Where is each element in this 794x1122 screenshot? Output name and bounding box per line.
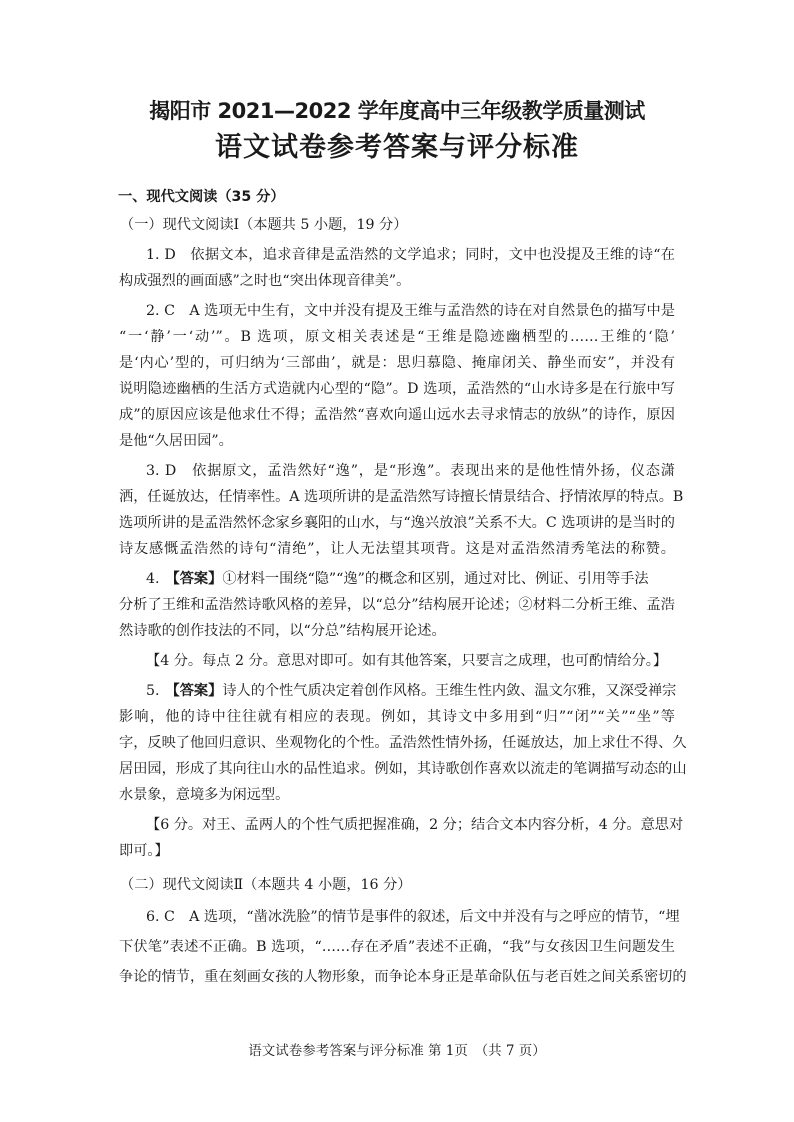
- answer-q5-cont: 水景象，意境多为闲远型。: [119, 787, 290, 803]
- answer-q4-cont: 然诗歌的创作技法的不同，以“分总”结构展开论述。: [119, 623, 446, 639]
- scoring-note-q5-cont: 即可。】: [119, 843, 169, 859]
- answer-q5: 5. 【答案】诗人的个性气质决定着创作风格。王维生性内敛、温文尔雅，又深受禅宗: [146, 683, 677, 699]
- part-heading-reading-2: （二）现代文阅读Ⅱ（本题共 4 小题，16 分）: [120, 877, 412, 893]
- scoring-note-q4: 【4 分。每点 2 分。意思对即可。如有其他答案，只要言之成理，也可酌情给分。】: [146, 653, 668, 669]
- answer-q6-cont: 下伏笔”表述不正确。B 选项，“……存在矛盾”表述不正确，“我”与女孩因卫生问题发生: [119, 939, 675, 955]
- answer-q1: 1. D 依据文本，追求音律是孟浩然的文学追求；同时，文中也没提及王维的诗“在: [146, 247, 675, 263]
- answer-q4: 4. 【答案】①材料一围绕“隐”“逸”的概念和区别，通过对比、例证、引用等手法: [146, 571, 649, 587]
- page-footer: 语文试卷参考答案与评分标准 第 1页 （共 7 页）: [248, 1043, 546, 1059]
- answer-q3-cont: 选项所讲的是孟浩然怀念家乡襄阳的山水，与“逸兴放浪”关系不大。C 选项讲的是当时的: [119, 515, 675, 531]
- document-subtitle: 语文试卷参考答案与评分标准: [215, 132, 579, 163]
- answer-q2-cont: “一‘静’一‘动’”。B 选项，原文相关表述是“王维是隐迹幽栖型的……王维的‘隐’: [119, 329, 675, 345]
- answer-q5-cont: 影响，他的诗中往往就有相应的表现。例如，其诗文中多用到“归”“闭”“关”“坐”等: [119, 709, 675, 725]
- answer-q2-cont: 是‘内心’型的，可归纳为‘三部曲’，就是：思归慕隐、掩扉闭关、静坐而安”，并没有: [119, 355, 675, 371]
- answer-q2-cont: 成”的原因应该是他求仕不得；孟浩然“喜欢向遥山远水去寻求情志的放纵”的诗作，原因: [119, 407, 675, 423]
- section-heading-reading: 一、现代文阅读（35 分）: [118, 189, 285, 205]
- answer-q5-cont: 字，反映了他回归意识、坐观物化的个性。孟浩然性情外扬，任诞放达，加上求仕不得、久: [119, 735, 687, 751]
- answer-q6: 6. C A 选项，“凿冰洗脸”的情节是事件的叙述，后文中并没有与之呼应的情节，“埋: [146, 909, 680, 925]
- answer-q4-cont: 分析了王维和孟浩然诗歌风格的差异，以“总分”结构展开论述；②材料二分析王维、孟浩: [119, 597, 675, 613]
- part-heading-reading-1: （一）现代文阅读Ⅰ（本题共 5 小题，19 分）: [120, 217, 408, 233]
- document-title: 揭阳市 2021—2022 学年度高中三年级教学质量测试: [149, 99, 645, 123]
- answer-q1-cont: 构成强烈的画面感”之时也“突出体现音律美”。: [119, 273, 411, 289]
- answer-q3-cont: 洒，任诞放达，任情率性。A 选项所讲的是孟浩然写诗擅长情景结合、抒情浓厚的特点。B: [119, 489, 684, 505]
- answer-q3-cont: 诗友感慨孟浩然的诗句“清绝”，让人无法望其项背。这是对孟浩然清秀笔法的称赞。: [119, 541, 675, 557]
- answer-q2: 2. C A 选项无中生有，文中并没有提及王维与孟浩然的诗在对自然景色的描写中是: [146, 303, 675, 319]
- answer-q3: 3. D 依据原文，孟浩然好“逸”，是“形逸”。表现出来的是他性情外扬，仪态潇: [146, 463, 675, 479]
- answer-q5-cont: 居田园，形成了其向往山水的品性追求。例如，其诗歌创作喜欢以流走的笔调描写动态的山: [119, 761, 687, 777]
- answer-q6-cont: 争论的情节，重在刻画女孩的人物形象，而争论本身正是革命队伍与老百姓之间关系密切的: [119, 969, 687, 985]
- answer-tag: 【答案】: [165, 683, 223, 699]
- answer-q2-cont: 说明隐迹幽栖的生活方式造就内心型的“隐”。D 选项，孟浩然的“山水诗多是在行旅中写: [119, 381, 675, 397]
- answer-tag: 【答案】: [165, 571, 223, 587]
- answer-q2-cont: 是他“久居田园”。: [119, 433, 233, 449]
- scoring-note-q5: 【6 分。对王、孟两人的个性气质把握准确，2 分；结合文本内容分析，4 分。意思对: [146, 817, 684, 833]
